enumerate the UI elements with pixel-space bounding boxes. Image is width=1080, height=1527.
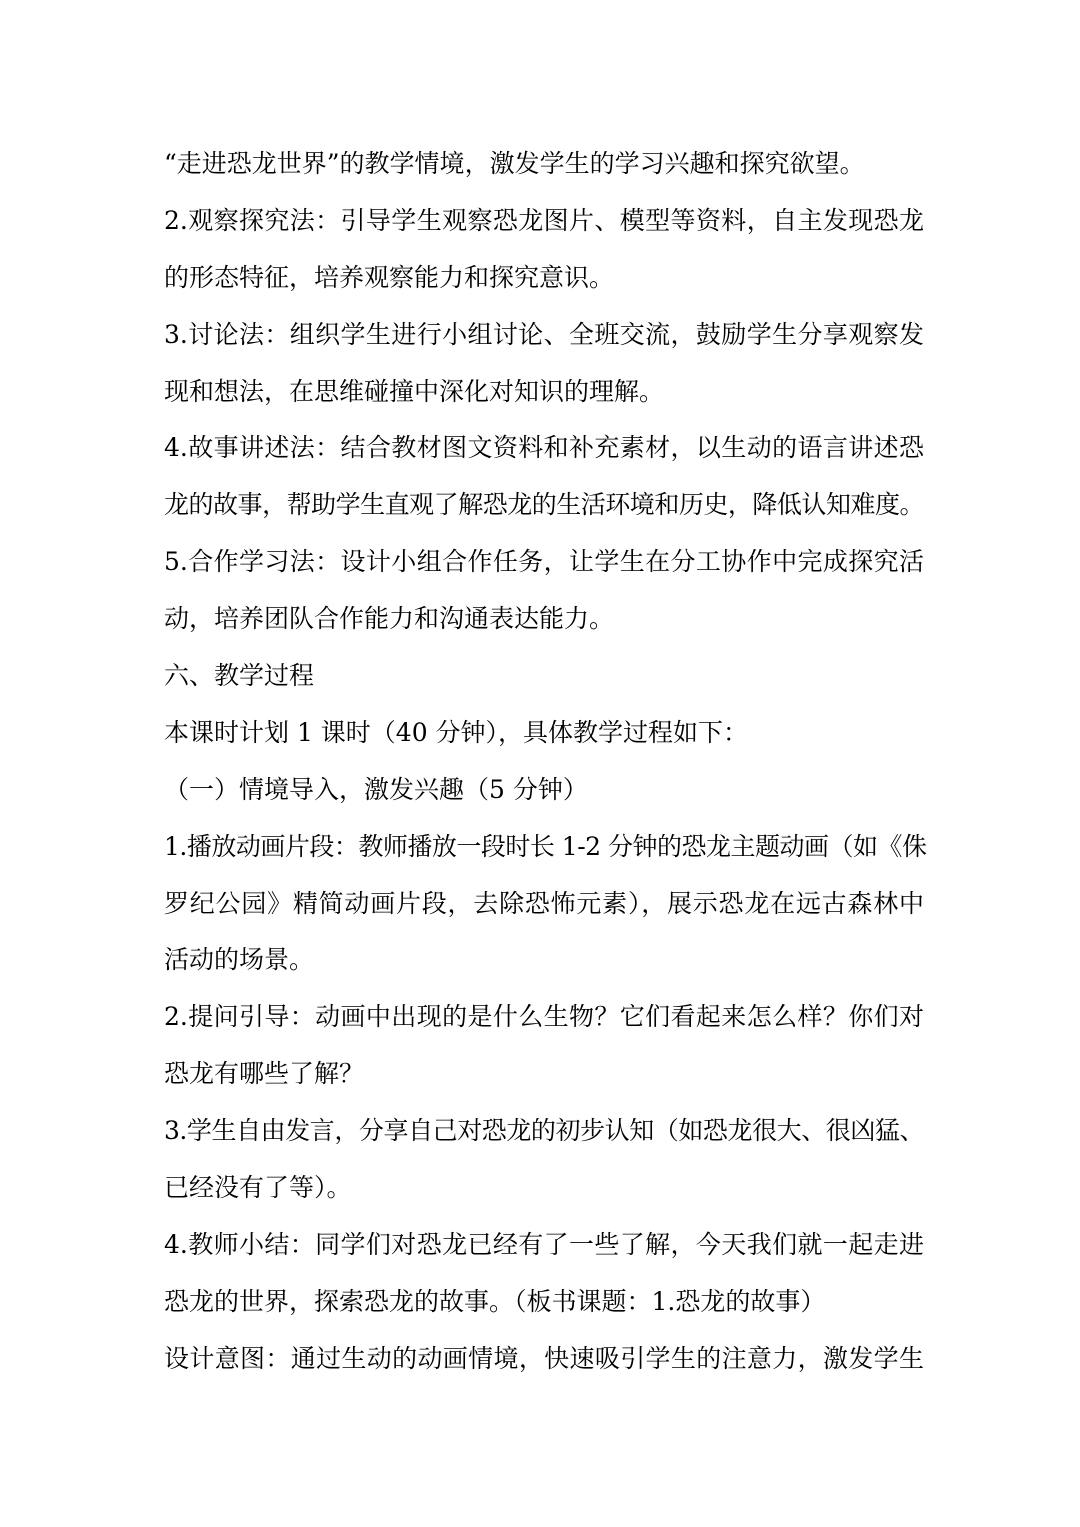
text-line: 本课时计划 1 课时（40 分钟），具体教学过程如下： [164, 717, 749, 747]
text-line: “走进恐龙世界”的教学情境，激发学生的学习兴趣和探究欲望。 [164, 149, 865, 178]
text-line: 设计意图：通过生动的动画情境，快速吸引学生的注意力，激发学生 [164, 1343, 924, 1373]
text-line: 的形态特征，培养观察能力和探究意识。 [164, 262, 615, 292]
text-line: 2.观察探究法：引导学生观察恐龙图片、模型等资料，自主发现恐龙 [164, 205, 924, 235]
text-line: 龙的故事，帮助学生直观了解恐龙的生活环境和历史，降低认知难度。 [164, 490, 924, 520]
text-line: 恐龙的世界，探索恐龙的故事。（板书课题：1.恐龙的故事） [164, 1286, 826, 1316]
text-line: 恐龙有哪些了解？ [164, 1059, 365, 1089]
section-heading: 六、教学过程 [164, 661, 315, 691]
text-line: 1.播放动画片段：教师播放一段时长 1-2 分钟的恐龙主题动画（如《侏 [164, 831, 927, 861]
text-line: 现和想法，在思维碰撞中深化对知识的理解。 [164, 376, 665, 406]
text-line: 罗纪公园》精简动画片段，去除恐怖元素），展示恐龙在远古森林中 [164, 888, 924, 918]
text-line: 活动的场景。 [164, 945, 315, 975]
text-line: 5.合作学习法：设计小组合作任务，让学生在分工协作中完成探究活 [164, 547, 924, 577]
text-line: 已经没有了等）。 [164, 1173, 352, 1203]
text-line: 动，培养团队合作能力和沟通表达能力。 [164, 604, 615, 634]
text-line: 3.讨论法：组织学生进行小组讨论、全班交流，鼓励学生分享观察发 [164, 319, 924, 349]
text-line: 4.故事讲述法：结合教材图文资料和补充素材，以生动的语言讲述恐 [164, 433, 924, 463]
text-line: 4.教师小结：同学们对恐龙已经有了一些了解，今天我们就一起走进 [164, 1229, 924, 1259]
text-line: 3.学生自由发言，分享自己对恐龙的初步认知（如恐龙很大、很凶猛、 [164, 1116, 924, 1146]
subsection-heading: （一）情境导入，激发兴趣（5 分钟） [164, 774, 588, 804]
document-body [164, 136, 927, 1388]
text-line: 2.提问引导：动画中出现的是什么生物？它们看起来怎么样？你们对 [164, 1002, 924, 1032]
